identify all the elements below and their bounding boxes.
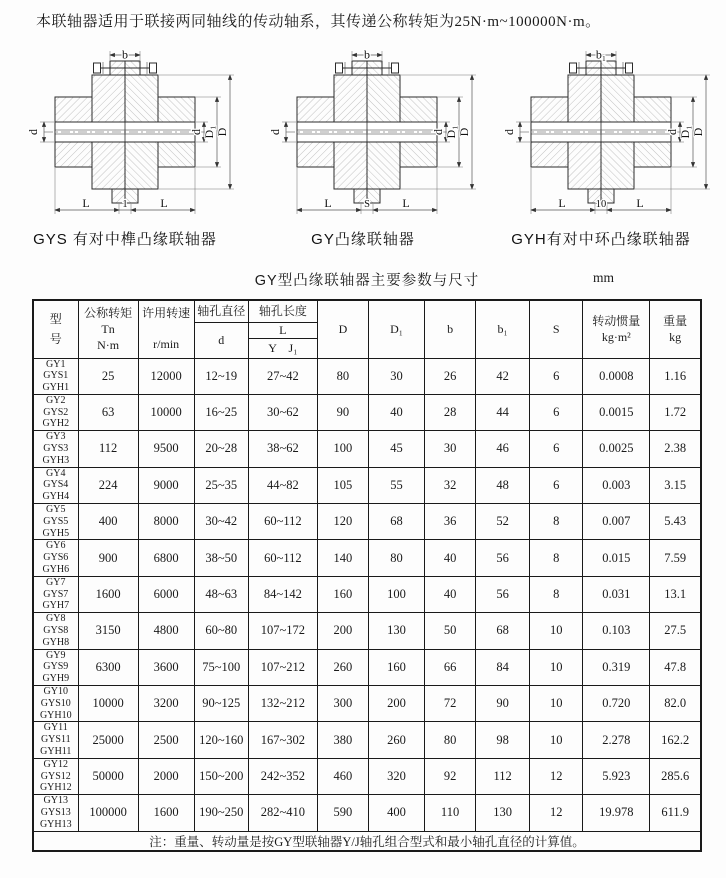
svg-text:b: b [364, 47, 370, 62]
intro-text: 本联轴器适用于联接两同轴线的传动轴系，其传递公称转矩为25N·m~100000N·m。 [36, 14, 601, 30]
cell-S: 8 [530, 540, 583, 576]
cell-inertia: 0.003 [583, 467, 650, 503]
dim-b [110, 48, 140, 62]
svg-text:d: d [431, 129, 445, 135]
svg-text:b: b [122, 47, 128, 62]
cell-S: 6 [530, 467, 583, 503]
cell-D: 460 [317, 758, 368, 794]
cell-D: 160 [317, 576, 368, 612]
table-row [33, 722, 701, 758]
cell-inertia: 0.015 [583, 540, 650, 576]
cell-speed: 12000 [138, 358, 194, 394]
cell-D1: 45 [368, 431, 424, 467]
cell-D1: 200 [368, 686, 424, 722]
cell-b1: 44 [476, 394, 530, 430]
svg-text:D: D [691, 127, 705, 137]
cell-L: 30~62 [248, 394, 317, 430]
table-note: 注：重量、转动量是按GY型联轴器Y/J轴孔组合型式和最小轴孔直径的计算值。 [33, 831, 701, 851]
cell-S: 6 [530, 394, 583, 430]
cell-b1: 112 [476, 758, 530, 794]
table-row [33, 431, 701, 467]
cell-D: 100 [317, 431, 368, 467]
cell-S: 10 [530, 613, 583, 649]
table-row [33, 576, 701, 612]
cell-L: 282~410 [248, 795, 317, 831]
cell-S: 10 [530, 686, 583, 722]
cell-b: 66 [425, 649, 476, 685]
cell-D1: 55 [368, 467, 424, 503]
cell-tn: 25 [78, 358, 138, 394]
dim-b [352, 48, 382, 62]
header-torque: 公称转矩 Tn N·m [78, 300, 138, 358]
table-row [33, 613, 701, 649]
cell-weight: 27.5 [650, 613, 701, 649]
cell-D1: 160 [368, 649, 424, 685]
table-row [33, 758, 701, 794]
cell-inertia: 0.0025 [583, 431, 650, 467]
cell-b: 36 [425, 504, 476, 540]
cell-D1: 40 [368, 394, 424, 430]
header-YJ1: Y J₁ [248, 338, 317, 358]
cell-speed: 10000 [138, 394, 194, 430]
svg-text:d: d [502, 129, 516, 135]
cell-b1: 84 [476, 649, 530, 685]
cell-S: 8 [530, 504, 583, 540]
cell-tn: 112 [78, 431, 138, 467]
diagram-caption: GYS 有对中榫凸缘联轴器 [33, 231, 217, 248]
cell-tn: 25000 [78, 722, 138, 758]
unit-label: mm [592, 270, 614, 285]
cell-inertia: 0.720 [583, 686, 650, 722]
table-row [33, 540, 701, 576]
cell-weight: 1.72 [650, 394, 701, 430]
cell-weight: 162.2 [650, 722, 701, 758]
cell-inertia: 0.007 [583, 504, 650, 540]
table-row [33, 649, 701, 685]
cell-D: 260 [317, 649, 368, 685]
cell-inertia: 19.978 [583, 795, 650, 831]
cell-weight: 1.16 [650, 358, 701, 394]
cell-weight: 82.0 [650, 686, 701, 722]
cell-d: 25~35 [194, 467, 248, 503]
cell-b: 92 [425, 758, 476, 794]
cell-weight: 2.38 [650, 431, 701, 467]
cell-b1: 48 [476, 467, 530, 503]
diagram-caption: GY凸缘联轴器 [311, 231, 415, 248]
svg-text:L: L [160, 196, 168, 210]
cell-model: GY7 GYS7 GYH7 [33, 576, 78, 612]
svg-text:d: d [268, 129, 282, 135]
cell-model: GY2 GYS2 GYH2 [33, 394, 78, 430]
cell-b: 28 [425, 394, 476, 430]
cell-L: 60~112 [248, 504, 317, 540]
svg-text:D₁: D₁ [444, 125, 458, 139]
cell-speed: 2500 [138, 722, 194, 758]
table-title-row [32, 269, 702, 289]
table-header [33, 300, 701, 358]
cell-d: 38~50 [194, 540, 248, 576]
cell-inertia: 2.278 [583, 722, 650, 758]
cell-d: 60~80 [194, 613, 248, 649]
diagrams-row [6, 47, 720, 249]
cell-model: GY5 GYS5 GYH5 [33, 504, 78, 540]
svg-text:L: L [558, 196, 566, 210]
cell-d: 48~63 [194, 576, 248, 612]
cell-tn: 50000 [78, 758, 138, 794]
cell-model: GY4 GYS4 GYH4 [33, 467, 78, 503]
cell-model: GY9 GYS9 GYH9 [33, 649, 78, 685]
cell-S: 6 [530, 358, 583, 394]
cell-b1: 68 [476, 613, 530, 649]
header-weight: 重量 kg [650, 300, 701, 358]
coupling-body [44, 61, 206, 203]
table-title: GY型凸缘联轴器主要参数与尺寸 [254, 273, 480, 289]
cell-D1: 68 [368, 504, 424, 540]
cell-weight: 285.6 [650, 758, 701, 794]
svg-text:S: S [364, 199, 370, 210]
cell-L: 84~142 [248, 576, 317, 612]
cell-weight: 7.59 [650, 540, 701, 576]
cell-D: 200 [317, 613, 368, 649]
table-row [33, 358, 701, 394]
coupling-drawing [486, 47, 716, 219]
svg-text:D: D [215, 127, 229, 137]
svg-text:L: L [82, 196, 90, 210]
cell-speed: 1600 [138, 795, 194, 831]
coupling-drawing [252, 47, 482, 219]
table-row [33, 394, 701, 430]
cell-weight: 3.15 [650, 467, 701, 503]
svg-text:D: D [457, 127, 471, 137]
cell-b: 110 [425, 795, 476, 831]
cell-b1: 42 [476, 358, 530, 394]
cell-b: 50 [425, 613, 476, 649]
cell-D: 80 [317, 358, 368, 394]
cell-tn: 1600 [78, 576, 138, 612]
cell-d: 12~19 [194, 358, 248, 394]
header-D: D [317, 300, 368, 358]
cell-tn: 400 [78, 504, 138, 540]
table-row [33, 467, 701, 503]
cell-inertia: 0.319 [583, 649, 650, 685]
cell-model: GY10 GYS10 GYH10 [33, 686, 78, 722]
cell-D1: 400 [368, 795, 424, 831]
cell-model: GY8 GYS8 GYH8 [33, 613, 78, 649]
cell-d: 150~200 [194, 758, 248, 794]
cell-d: 190~250 [194, 795, 248, 831]
svg-text:d: d [665, 129, 679, 135]
cell-b: 40 [425, 540, 476, 576]
cell-weight: 47.8 [650, 649, 701, 685]
cell-S: 6 [530, 431, 583, 467]
cell-inertia: 0.0015 [583, 394, 650, 430]
spec-table [32, 299, 702, 852]
cell-d: 120~160 [194, 722, 248, 758]
cell-weight: 13.1 [650, 576, 701, 612]
cell-speed: 6000 [138, 576, 194, 612]
cell-model: GY3 GYS3 GYH3 [33, 431, 78, 467]
cell-d: 16~25 [194, 394, 248, 430]
cell-b1: 130 [476, 795, 530, 831]
svg-text:1: 1 [122, 199, 128, 210]
cell-S: 10 [530, 722, 583, 758]
header-L: L [248, 322, 317, 338]
cell-D: 300 [317, 686, 368, 722]
cell-tn: 100000 [78, 795, 138, 831]
cell-tn: 3150 [78, 613, 138, 649]
cell-inertia: 0.103 [583, 613, 650, 649]
svg-text:D₁: D₁ [202, 125, 216, 139]
cell-S: 10 [530, 649, 583, 685]
cell-model: GY11 GYS11 GYH11 [33, 722, 78, 758]
cell-model: GY1 GYS1 GYH1 [33, 358, 78, 394]
cell-L: 167~302 [248, 722, 317, 758]
cell-b: 30 [425, 431, 476, 467]
cell-D1: 260 [368, 722, 424, 758]
cell-D: 105 [317, 467, 368, 503]
cell-L: 60~112 [248, 540, 317, 576]
coupling-diagram-3 [482, 47, 720, 249]
cell-inertia: 0.031 [583, 576, 650, 612]
cell-speed: 8000 [138, 504, 194, 540]
cell-d: 75~100 [194, 649, 248, 685]
cell-speed: 9000 [138, 467, 194, 503]
cell-model: GY6 GYS6 GYH6 [33, 540, 78, 576]
header-inertia: 转动惯量 kg·m² [583, 300, 650, 358]
table-footer [33, 831, 701, 851]
cell-b1: 52 [476, 504, 530, 540]
cell-d: 90~125 [194, 686, 248, 722]
cell-S: 12 [530, 758, 583, 794]
header-bore-length: 轴孔长度 [248, 300, 317, 322]
cell-b: 40 [425, 576, 476, 612]
cell-b: 72 [425, 686, 476, 722]
cell-speed: 4800 [138, 613, 194, 649]
cell-inertia: 5.923 [583, 758, 650, 794]
coupling-body [520, 61, 682, 203]
header-speed: 许用转速 r/min [138, 300, 194, 358]
svg-text:L: L [402, 196, 410, 210]
svg-text:d: d [26, 129, 40, 135]
cell-D: 90 [317, 394, 368, 430]
cell-b1: 90 [476, 686, 530, 722]
dim-b [586, 48, 616, 62]
cell-speed: 6800 [138, 540, 194, 576]
cell-b: 80 [425, 722, 476, 758]
cell-L: 27~42 [248, 358, 317, 394]
cell-L: 44~82 [248, 467, 317, 503]
cell-S: 12 [530, 795, 583, 831]
cell-b1: 56 [476, 540, 530, 576]
svg-text:d: d [189, 129, 203, 135]
cell-tn: 63 [78, 394, 138, 430]
header-bore-diameter: 轴孔直径 [194, 300, 248, 322]
cell-L: 107~172 [248, 613, 317, 649]
cell-speed: 3600 [138, 649, 194, 685]
table-row [33, 504, 701, 540]
cell-d: 20~28 [194, 431, 248, 467]
cell-tn: 6300 [78, 649, 138, 685]
cell-b: 26 [425, 358, 476, 394]
coupling-diagram-2 [252, 47, 474, 249]
cell-tn: 900 [78, 540, 138, 576]
cell-D1: 320 [368, 758, 424, 794]
cell-b1: 98 [476, 722, 530, 758]
cell-d: 30~42 [194, 504, 248, 540]
coupling-diagram-1 [6, 47, 244, 249]
cell-speed: 2000 [138, 758, 194, 794]
cell-L: 107~212 [248, 649, 317, 685]
header-model: 型号 [33, 300, 78, 358]
cell-inertia: 0.0008 [583, 358, 650, 394]
diagram-caption: GYH有对中环凸缘联轴器 [511, 231, 691, 248]
table-row [33, 686, 701, 722]
cell-weight: 611.9 [650, 795, 701, 831]
header-b1: b₁ [476, 300, 530, 358]
svg-text:b₁: b₁ [595, 47, 607, 62]
cell-D: 380 [317, 722, 368, 758]
cell-tn: 10000 [78, 686, 138, 722]
cell-weight: 5.43 [650, 504, 701, 540]
cell-speed: 3200 [138, 686, 194, 722]
cell-S: 8 [530, 576, 583, 612]
table-body [33, 358, 701, 831]
svg-text:L: L [324, 196, 332, 210]
table-row [33, 795, 701, 831]
cell-model: GY12 GYS12 GYH12 [33, 758, 78, 794]
cell-b: 32 [425, 467, 476, 503]
document-page [0, 12, 726, 878]
header-d-symbol: d [194, 322, 248, 358]
cell-L: 132~212 [248, 686, 317, 722]
cell-tn: 224 [78, 467, 138, 503]
cell-L: 38~62 [248, 431, 317, 467]
cell-b1: 46 [476, 431, 530, 467]
cell-D1: 100 [368, 576, 424, 612]
coupling-drawing [10, 47, 240, 219]
cell-speed: 9500 [138, 431, 194, 467]
cell-D: 140 [317, 540, 368, 576]
cell-L: 242~352 [248, 758, 317, 794]
svg-text:D₁: D₁ [678, 125, 692, 139]
cell-D: 120 [317, 504, 368, 540]
cell-D: 590 [317, 795, 368, 831]
cell-D1: 130 [368, 613, 424, 649]
cell-D1: 30 [368, 358, 424, 394]
cell-b1: 56 [476, 576, 530, 612]
header-S: S [530, 300, 583, 358]
svg-text:L: L [636, 196, 644, 210]
cell-model: GY13 GYS13 GYH13 [33, 795, 78, 831]
cell-D1: 80 [368, 540, 424, 576]
header-b: b [425, 300, 476, 358]
header-D1: D₁ [368, 300, 424, 358]
svg-text:10: 10 [595, 199, 607, 210]
coupling-body [286, 61, 448, 203]
